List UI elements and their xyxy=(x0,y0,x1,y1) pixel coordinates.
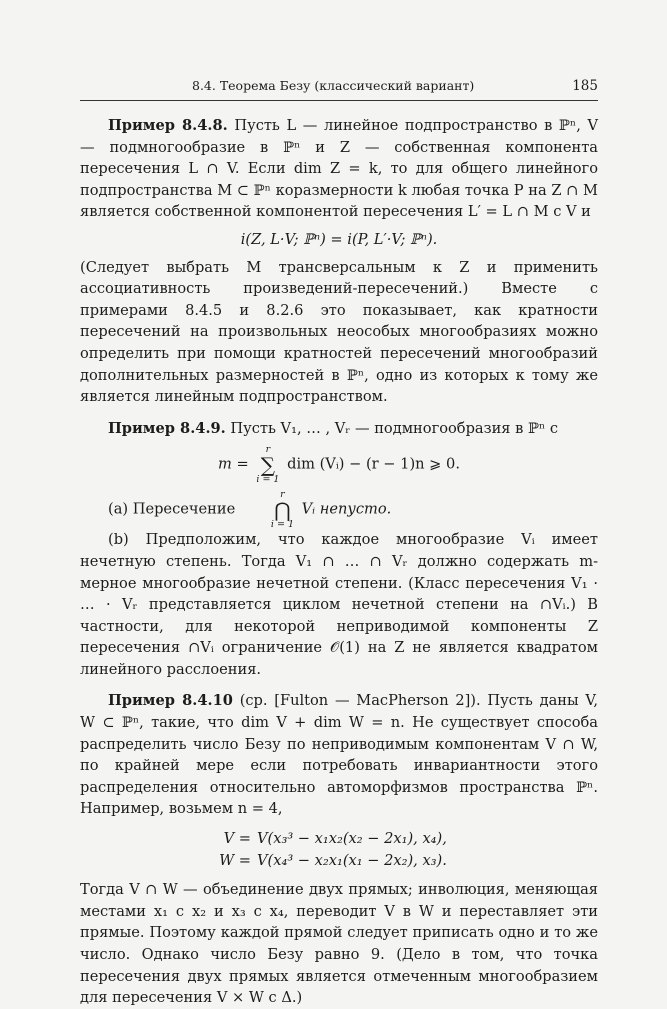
equation-w xyxy=(80,850,598,872)
header-title: 8.4. Теорема Безу (классический вариант) xyxy=(192,78,475,93)
summation-sign xyxy=(256,445,279,484)
equation-v-lhs: V = xyxy=(223,830,251,848)
item-a-prefix: (a) Пересечение xyxy=(108,500,236,518)
formula-intersection-multiplicity: i(Z, L·V; ℙⁿ) = i(P, L′·V; ℙⁿ). xyxy=(240,230,438,248)
example-8-4-8-remark: (Следует выбрать M трансверсальным к Z и применить ассоциативность произведений-пересечений.) Вместе с примерами 8.4.5 и 8.2.6 это показывает, как кратности пересечений на произвольных неособых многообразиях можно определить при помощи кратностей пересечений многообразий дополнительных размерностей в ℙⁿ, одно из которых к тому же является линейным подпространством. xyxy=(80,258,598,406)
header-rule xyxy=(80,100,598,101)
page-number: 185 xyxy=(572,78,598,94)
big-intersection-sign xyxy=(243,490,294,529)
formula-lhs: m = xyxy=(218,455,249,473)
sum-symbol: ∑ xyxy=(260,452,276,477)
running-header xyxy=(80,78,598,94)
sum-upper-limit: r xyxy=(265,444,271,456)
item-a xyxy=(80,490,598,529)
example-label: Пример 8.4.8. xyxy=(108,117,228,134)
cap-upper-limit: r xyxy=(280,489,285,501)
cap-lower-limit: i = 1 xyxy=(270,518,294,530)
example-8-4-10-conclusion: Тогда V ∩ W — объединение двух прямых; инволюция, меняющая местами x₁ с x₂ и x₃ с x₄, переводит V в W и переставляет эти прямые. Поэтому каждой прямой следует приписать одно и то же число. Однако число Безу равно 9. (Дело в том, что точка пересечения двух прямых является отмеченным многообразием для пересечения V × W с Δ.) xyxy=(80,881,598,1007)
equation-v xyxy=(80,828,598,850)
example-8-4-8-intro xyxy=(80,115,598,223)
sum-lower-limit: i = 1 xyxy=(256,473,280,485)
paragraph-text: Пусть V₁, … , Vᵣ — подмногообразия в ℙⁿ с xyxy=(230,419,559,437)
equation-w-lhs: W = xyxy=(219,851,251,869)
item-b: (b) Предположим, что каждое многообразие Vᵢ имеет нечетную степень. Тогда V₁ ∩ … ∩ Vᵣ должно содержать m-мерное многообразие нечетной степени. (Класс пересечения V₁ · … · Vᵣ представляется циклом нечетной степени на ∩Vᵢ.) В частности, для некоторой неприводимой компоненты Z пересечения ∩Vᵢ ограничение 𝒪(1) на Z не является квадратом линейного расслоения. xyxy=(80,531,598,678)
formula-rhs: dim (Vᵢ) − (r − 1)n ⩾ 0. xyxy=(287,455,460,473)
item-a-suffix: Vᵢ непусто. xyxy=(301,500,392,518)
equation-block xyxy=(80,828,598,871)
example-label: Пример 8.4.10 xyxy=(108,692,233,710)
cap-symbol: ⋂ xyxy=(274,497,291,522)
page-body xyxy=(80,115,598,1009)
example-label: Пример 8.4.9. xyxy=(108,419,226,437)
example-8-4-9-intro xyxy=(80,418,598,440)
example-8-4-10-intro xyxy=(80,690,598,820)
paragraph-text: (ср. [Fulton — MacPherson 2]). Пусть даны V, W ⊂ ℙⁿ, такие, что dim V + dim W = n. Не существует способа распределить число Безу по неприводимым компонентам V ∩ W, по крайней мере если потребовать инвариантности этого распределения относительно автоморфизмов пространства ℙⁿ. Например, возьмем n = 4, xyxy=(80,692,598,818)
formula-m-definition xyxy=(80,445,598,484)
paragraph-text: Пусть L — линейное подпространство в ℙⁿ, V — подмногообразие в ℙⁿ и Z — собственная компонента пересечения L ∩ V. Если dim Z = k, то для общего линейного подпространства M ⊂ ℙⁿ коразмерности k любая точка P на Z ∩ M является собственной компонентой пересечения L′ = L ∩ M с V и xyxy=(80,117,599,221)
equation-v-rhs: V(x₃³ − x₁x₂(x₂ − 2x₁), x₄), xyxy=(257,830,447,848)
equation-w-rhs: V(x₄³ − x₂x₁(x₁ − 2x₂), x₃). xyxy=(257,851,447,869)
